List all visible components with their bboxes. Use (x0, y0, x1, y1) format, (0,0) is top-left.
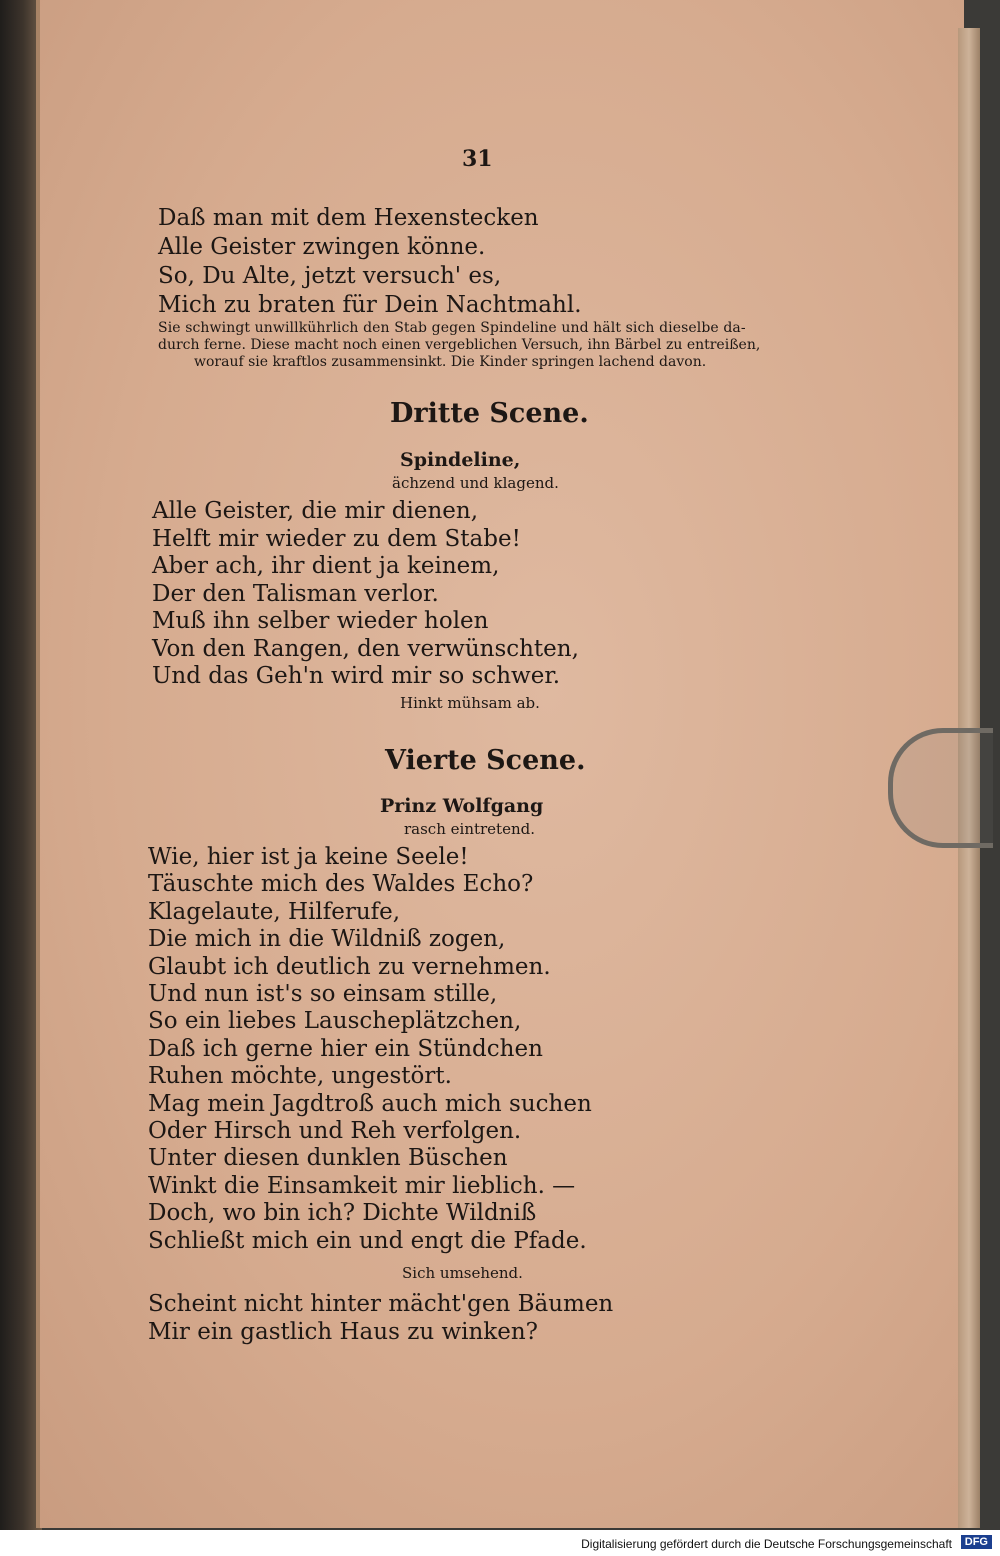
scene4-heading: Vierte Scene. (385, 745, 586, 776)
verse-line: Mich zu braten für Dein Nachtmahl. (158, 292, 582, 318)
verse-line: Alle Geister, die mir dienen, (152, 498, 479, 524)
verse-line: Mag mein Jagdtroß auch mich suchen (148, 1090, 592, 1117)
verse-line: Von den Rangen, den verwünschten, (152, 635, 579, 662)
verse-line: Unter diesen dunklen Büschen (148, 1145, 508, 1172)
stage-line: durch ferne. Diese macht noch einen vergeblichen Versuch, ihn Bärbel zu entreißen, (158, 337, 761, 353)
page-clip (888, 728, 993, 848)
scene3-heading: Dritte Scene. (390, 398, 589, 429)
stage-line: Sie schwingt unwillkührlich den Stab gegen Spindeline und hält sich dieselbe da- (158, 320, 746, 336)
verse-line: Täuschte mich des Waldes Echo? (148, 871, 534, 898)
scene4-note: rasch eintretend. (404, 820, 535, 838)
page-number: 31 (462, 146, 493, 172)
verse-line: Wie, hier ist ja keine Seele! (148, 844, 469, 870)
verse-line: So ein liebes Lauscheplätzchen, (148, 1008, 522, 1035)
scene3-exit: Hinkt mühsam ab. (400, 694, 540, 712)
verse-line: Scheint nicht hinter mächt'gen Bäumen (148, 1291, 614, 1317)
scene4-speaker: Prinz Wolfgang (380, 795, 544, 817)
verse-line: So, Du Alte, jetzt versuch' es, (158, 263, 502, 289)
verse-line: Doch, wo bin ich? Dichte Wildniß (148, 1200, 537, 1227)
verse-line: Glaubt ich deutlich zu vernehmen. (148, 953, 551, 980)
scene4-action: Sich umsehend. (402, 1264, 523, 1282)
verse-line: Winkt die Einsamkeit mir lieblich. — (148, 1172, 576, 1199)
verse-line: Aber ach, ihr dient ja keinem, (152, 553, 500, 579)
verse-line: Alle Geister zwingen könne. (158, 234, 486, 260)
scene3-verses (152, 498, 579, 691)
verse-line: Schließt mich ein und engt die Pfade. (148, 1227, 587, 1254)
footer-credit: Digitalisierung gefördert durch die Deutsche Forschungsgemeinschaft (581, 1537, 952, 1551)
scene4-verses (148, 844, 592, 1255)
verse-line: Klagelaute, Hilferufe, (148, 898, 401, 925)
dfg-logo: DFG (961, 1535, 992, 1549)
verse-line: Muß ihn selber wieder holen (152, 608, 489, 634)
verse-line: Oder Hirsch und Reh verfolgen. (148, 1118, 522, 1145)
verse-line: Der den Talisman verlor. (152, 580, 439, 607)
verses-top (158, 204, 582, 320)
stage-line: worauf sie kraftlos zusammensinkt. Die Kinder springen lachend davon. (194, 354, 707, 370)
scene3-note: ächzend und klagend. (392, 474, 559, 492)
verse-line: Daß ich gerne hier ein Stündchen (148, 1035, 543, 1062)
verse-line: Die mich in die Wildniß zogen, (148, 926, 506, 953)
verse-line: Ruhen möchte, ungestört. (148, 1063, 452, 1090)
scene4-verses-after (148, 1290, 613, 1346)
verse-line: Mir ein gastlich Haus zu winken? (148, 1319, 538, 1345)
stage-direction (158, 320, 798, 371)
verse-line: Und das Geh'n wird mir so schwer. (152, 663, 561, 689)
verse-line: Und nun ist's so einsam stille, (148, 981, 498, 1008)
verse-line: Daß man mit dem Hexenstecken (158, 205, 539, 231)
scene3-speaker: Spindeline, (400, 449, 521, 471)
verse-line: Helft mir wieder zu dem Stabe! (152, 525, 521, 552)
